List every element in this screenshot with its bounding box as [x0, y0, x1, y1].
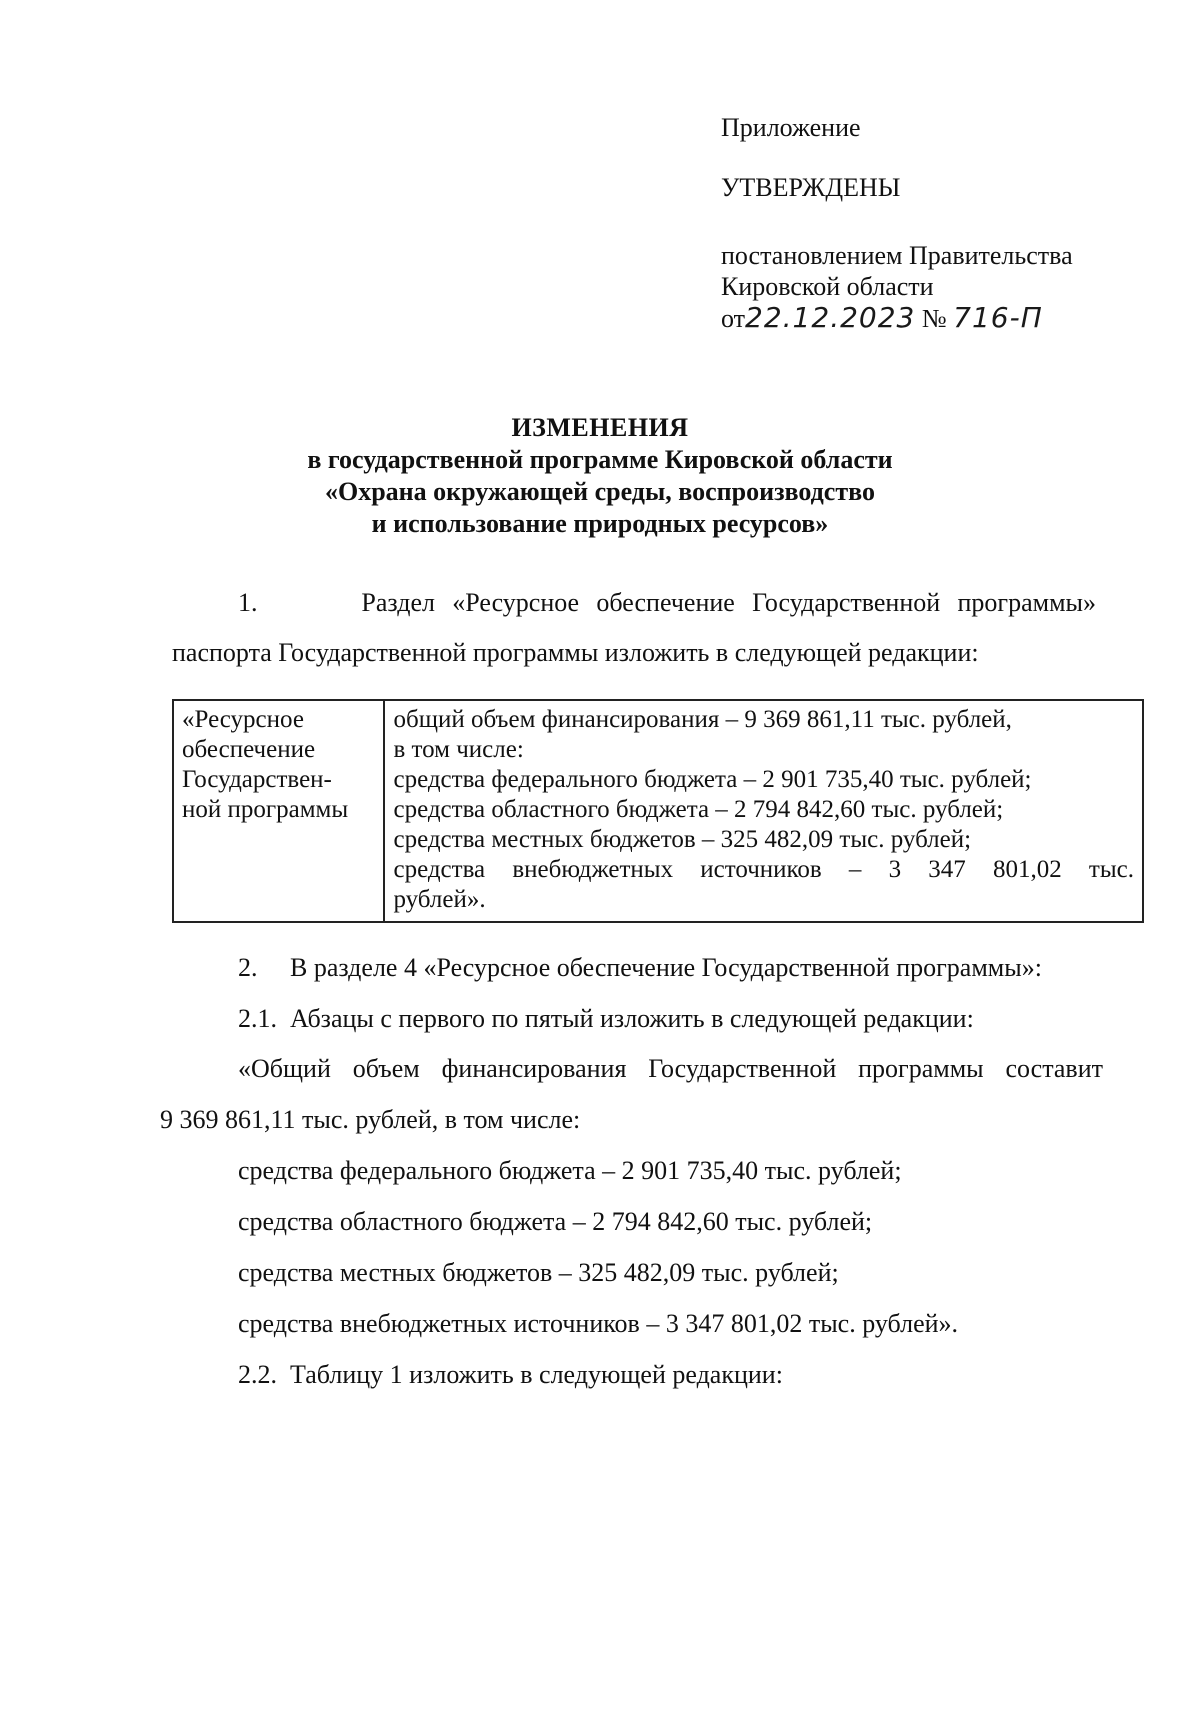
table-value-cell: [384, 700, 1143, 922]
item2-para-line-2: 9 369 861,11 тыс. рублей, в том числе:: [160, 1105, 581, 1134]
approval-block: [721, 112, 1161, 334]
decree-line-1: постановлением Правительства: [721, 241, 1073, 270]
item1-line-2: паспорта Государственной программы изложить в следующей редакции:: [172, 638, 979, 667]
number-prefix: №: [921, 304, 947, 333]
label-line: Государствен-: [182, 766, 332, 793]
handwritten-number: 716-П: [953, 301, 1043, 334]
appendix-label: Приложение: [721, 113, 861, 142]
table-label-cell: [173, 700, 384, 922]
local-budget-line: средства местных бюджетов – 325 482,09 тыс. рублей;: [238, 1258, 839, 1287]
label-line: обеспечение: [182, 736, 316, 763]
approved-label: УТВЕРЖДЕНЫ: [721, 173, 901, 202]
value-line: средства местных бюджетов – 325 482,09 тыс. рублей;: [393, 826, 972, 853]
decree-line-2: Кировской области: [721, 272, 934, 301]
label-line: ной программы: [182, 796, 349, 823]
item2-heading: 2. В разделе 4 «Ресурсное обеспечение Государственной программы»:: [238, 953, 1042, 982]
resource-table: [172, 699, 1144, 923]
title-line-3: «Охрана окружающей среды, воспроизводство: [325, 477, 875, 506]
title-line-2: в государственной программе Кировской области: [307, 445, 893, 474]
value-line: средства внебюджетных источников – 3 347 801,02 тыс.: [393, 856, 1134, 883]
document-title: [0, 412, 1200, 540]
decree-date-line: [721, 302, 1161, 334]
date-prefix: от: [721, 304, 746, 333]
label-line: «Ресурсное: [182, 706, 304, 733]
table-row: [173, 700, 1143, 922]
item2-sub2: 2.2. Таблицу 1 изложить в следующей редакции:: [238, 1360, 783, 1389]
federal-budget-line: средства федерального бюджета – 2 901 735,40 тыс. рублей;: [238, 1156, 902, 1185]
item1-line-1: 1. Раздел «Ресурсное обеспечение Государственной программы»: [238, 588, 1096, 617]
regional-budget-line: средства областного бюджета – 2 794 842,60 тыс. рублей;: [238, 1207, 873, 1236]
item2-para-line-1: «Общий объем финансирования Государственной программы составит: [238, 1054, 1103, 1083]
value-line: средства федерального бюджета – 2 901 735,40 тыс. рублей;: [393, 766, 1032, 793]
extra-budget-line: средства внебюджетных источников – 3 347 801,02 тыс. рублей».: [238, 1309, 959, 1338]
title-line-1: ИЗМЕНЕНИЯ: [511, 413, 689, 442]
value-line: в том числе:: [393, 736, 524, 763]
item2-sub1: 2.1. Абзацы с первого по пятый изложить в следующей редакции:: [238, 1004, 974, 1033]
value-line: рублей».: [393, 886, 486, 913]
handwritten-date: 22.12.2023: [745, 301, 916, 334]
value-line: средства областного бюджета – 2 794 842,60 тыс. рублей;: [393, 796, 1004, 823]
title-line-4: и использование природных ресурсов»: [371, 509, 829, 538]
value-line: общий объем финансирования – 9 369 861,11 тыс. рублей,: [393, 706, 1012, 733]
